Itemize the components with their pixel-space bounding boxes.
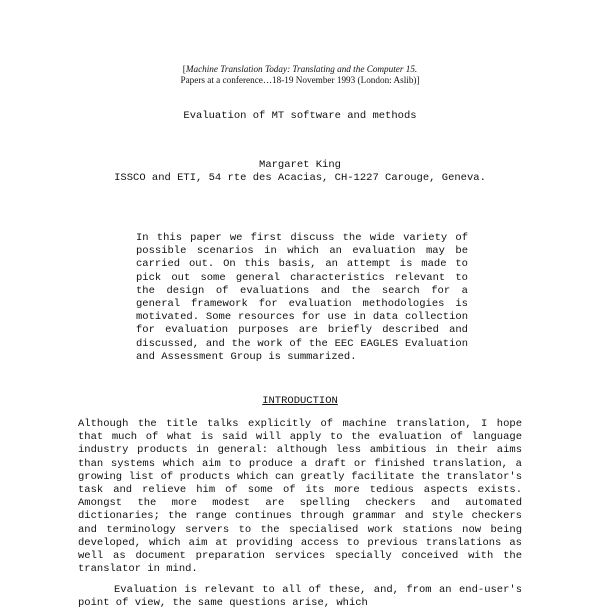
citation-source-title: Machine Translation Today: Translating and the Computer 15.	[185, 64, 418, 74]
citation-open-bracket: [	[182, 64, 186, 74]
citation-header	[0, 64, 600, 86]
body-paragraph-2: Evaluation is relevant to all of these, and, from an end-user's point of view, the same questions arise, which	[78, 584, 522, 610]
author-name: Margaret King	[259, 159, 341, 171]
citation-line-1	[0, 64, 600, 75]
body-paragraph-1: Although the title talks explicitly of machine translation, I hope that much of what is said will apply to the evaluation of language industry products in general: although less ambitious in their aims than systems which aim to produce a draft or finished translation, a growing list of products which can greatly facilitate the translator's task and relieve him of some of its more tedious aspects exists. Amongst the more modest are spelling checkers and automated dictionaries; the range continues through grammar and style checkers and terminology servers to the specialised work stations now being developed, which aim at providing access to previous translations as well as document preparation services specially conceived with the translator in mind.	[78, 418, 522, 576]
paper-title: Evaluation of MT software and methods	[183, 110, 417, 122]
abstract: In this paper we first discuss the wide variety of possible scenarios in which an evaluation may be carried out. On this basis, an attempt is made to pick out some general characteristics relevant to the design of evaluations and the search for a general framework for evaluation methodologies is motivated. Some resources for use in data collection for evaluation purposes are briefly described and discussed, and the work of the EEC EAGLES Evaluation and Assessment Group is summarized.	[136, 232, 468, 363]
citation-line-2: Papers at a conference…18-19 November 1993 (London: Aslib)]	[180, 75, 420, 85]
author-affiliation: ISSCO and ETI, 54 rte des Acacias, CH-1227 Carouge, Geneva.	[114, 172, 486, 184]
section-heading	[0, 395, 600, 408]
section-heading-text: INTRODUCTION	[262, 395, 338, 407]
